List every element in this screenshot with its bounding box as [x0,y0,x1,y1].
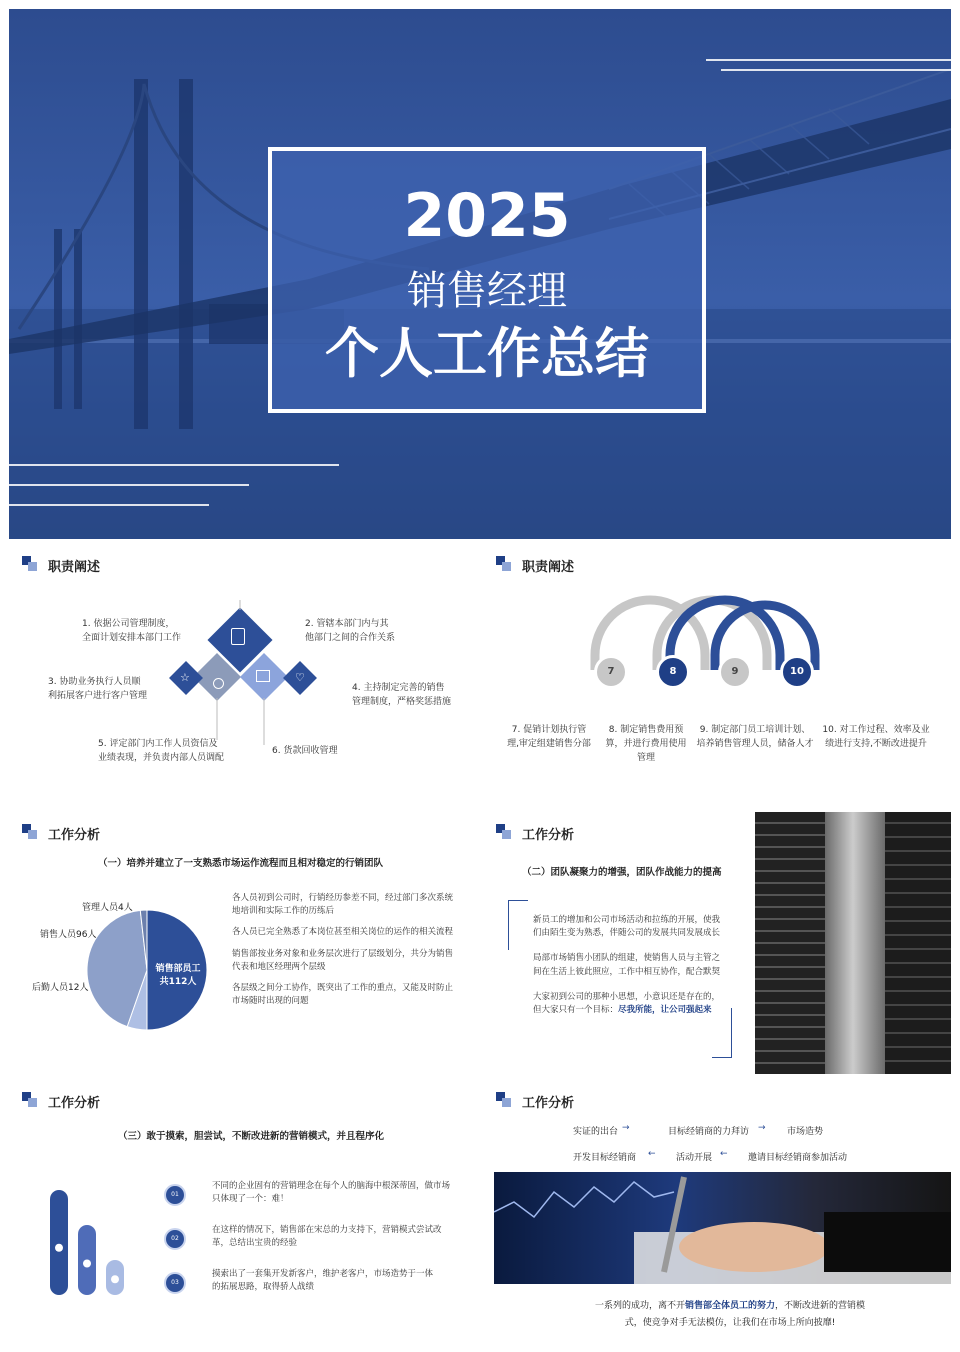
section-icon [496,556,511,571]
decor-line [9,484,249,486]
cover-title-box [268,147,706,413]
duty-10: 10. 对工作过程、效率及业 绩进行支持,不断改进提升 [822,725,930,749]
flow-step: 实证的出台 [573,1127,619,1137]
duty-3: 3. 协助业务执行人员顺 利拓展客户进行客户管理 [48,677,148,701]
decor-line [9,504,209,506]
step-badge: 03 [164,1272,186,1294]
section-icon [22,556,37,571]
section-title: 工作分析 [48,1096,101,1111]
cohesion-paragraphs: 新员工的增加和公司市场活动和拉练的开展，使我 们由陌生变为熟悉，伴随公司的发展共同发展成长 局部市场销售小团队的组建，使销售人员与主管之 间在生活上彼此照应，工作中相互协作，配合默契 大家初到公司的那种小思想，小意识还是存在的， 但大家只有一个目标：尽我所能，让公司强起来 [533,915,721,1015]
bracket-top [508,900,528,950]
section-icon [22,824,37,839]
arrow-right-icon: → [622,1123,630,1133]
duty-2: 2. 管辖本部门内与其 他部门之间的合作关系 [305,619,396,643]
step-badge: 01 [164,1184,186,1206]
bar-icon [83,1260,91,1268]
decor-line [721,69,951,71]
arrow-left-icon: ← [720,1149,728,1159]
pie-label-mgmt: 管理人员4人 [82,903,133,913]
flow-step: 目标经销商的力拜访 [668,1127,750,1137]
city-photo [755,812,951,1074]
section-heading: （三）敢于摸索，胆尝试，不断改进新的营销模式，并且程序化 [118,1131,385,1142]
duty-8: 8. 制定销售费用预 算，并进行费用使用 管理 [605,725,687,763]
decor-line [706,59,951,61]
duty-5: 5. 评定部门内工作人员资信及 业绩表现，并负责内部人员调配 [98,739,225,763]
step-9: 9 [718,655,752,689]
flow-step: 活动开展 [676,1153,713,1163]
decor-line [9,464,339,466]
star-icon: ☆ [180,671,190,684]
section-title: 职责阐述 [48,560,101,575]
heart-icon: ♡ [295,671,305,684]
pie-label-logistics: 后勤人员12人 [32,983,89,993]
flow-step: 市场造势 [787,1127,824,1137]
document-icon [231,628,245,645]
section-icon [496,824,511,839]
duty-7: 7. 促销计划执行管 理,审定组建销售分部 [507,725,591,749]
image-icon [256,670,270,682]
bar-icon [111,1275,119,1283]
step-text: 不同的企业固有的营销理念在每个人的脑海中根深蒂固，做市场 只体现了一个：难！ [212,1181,451,1205]
section-title: 工作分析 [522,828,575,843]
cylinder-bar-chart [40,1180,140,1300]
cover-year: 2025 [403,181,571,251]
section-heading: （二）团队凝聚力的增强，团队作战能力的提高 [522,867,722,878]
step-text: 在这样的情况下，销售部在宋总的力支持下，营销模式尝试改 革，总结出宝贵的经验 [212,1225,442,1249]
step-7: 7 [594,655,628,689]
arrow-right-icon: → [758,1123,766,1133]
arrow-left-icon: ← [648,1149,656,1159]
section-icon [22,1092,37,1107]
section-title: 工作分析 [48,828,101,843]
step-text: 摸索出了一套集开发新客户，维护老客户，市场造势于一体 的拓展思路，取得骄人战绩 [212,1269,434,1293]
cover-subtitle: 销售经理 [407,268,567,314]
pie-label-sales: 销售人员96人 [40,930,97,940]
flow-step: 邀请目标经销商参加活动 [748,1153,848,1163]
section-title: 职责阐述 [522,560,575,575]
section-icon [496,1092,511,1107]
search-icon [213,678,224,689]
duty-6: 6. 货款回收管理 [272,746,338,756]
duty-9: 9. 制定部门员工培训计划、 培养销售管理人员，储备人才 [696,725,814,749]
cover-title: 个人工作总结 [325,322,649,385]
duty-1: 1. 依据公司管理制度， 全面计划安排本部门工作 [82,619,182,643]
step-8: 8 [656,655,690,689]
pie-center-label: 销售部员工 共112人 [155,964,201,987]
duty-4: 4. 主持制定完善的销售 管理制度，严格奖惩措施 [352,683,452,707]
closing-text: 一系列的成功，离不开销售部全体员工的努力，不断改进新的营销模 式，使竞争对手无法模仿，让我们在市场上所向披靡! [594,1301,866,1329]
step-badge: 02 [164,1228,186,1250]
section-title: 工作分析 [522,1096,575,1111]
bar-icon [55,1244,63,1252]
step-10: 10 [780,655,814,689]
section-heading: （一）培养并建立了一支熟悉市场运作流程而且相对稳定的行销团队 [98,858,384,869]
flow-step: 开发目标经销商 [573,1153,637,1163]
team-paragraphs: 各人员初到公司时，行销经历参差不同，经过部门多次系统 地培训和实际工作的历练后 各人员已完全熟悉了本岗位甚至相关岗位的运作的相关流程 销售部按业务对象和业务层次进行了层级划分，共分为销售 代表和地区经理两个层级 各层级之间分工协作，既突出了工作的重点，又能及时防止 市场随时出现的问题 [232,893,454,1007]
bar [50,1190,68,1295]
handwriting-photo [494,1172,951,1284]
